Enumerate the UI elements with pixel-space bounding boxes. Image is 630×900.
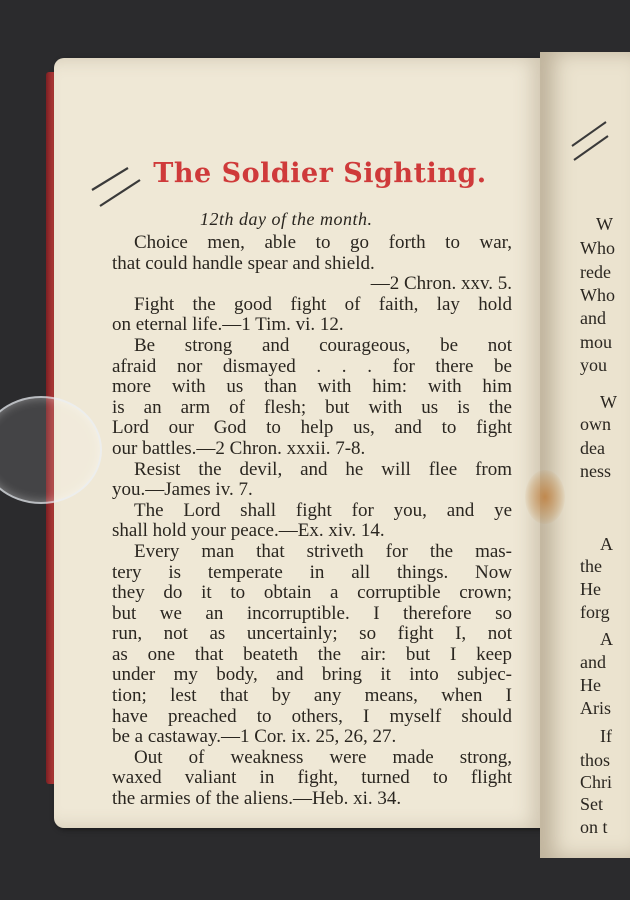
next-page-line: and [580, 308, 606, 328]
text-line: more with us than with him: with him [112, 376, 512, 398]
next-page-line: rede [580, 262, 611, 282]
text-line: The Lord shall fight for you, and ye [134, 499, 512, 521]
text-line: the armies of the aliens.—Heb. xi. 34. [112, 788, 402, 810]
next-page-line: and [580, 652, 606, 672]
text-line: but we an incorruptible. I therefore so [112, 602, 512, 624]
next-page-line: you [580, 355, 607, 375]
next-page [540, 52, 630, 858]
day-heading: 12th day of the month. [200, 209, 373, 229]
text-line: tery is temperate in all things. Now [112, 561, 512, 583]
text-line: Every man that striveth for the mas- [134, 540, 512, 562]
text-line: Out of weakness were made strong, [134, 746, 512, 768]
next-page-line: thos [580, 750, 611, 770]
text-line: be a castaway.—1 Cor. ix. 25, 26, 27. [112, 726, 397, 748]
text-line: run, not as uncertainly; so fight I, not [112, 623, 512, 645]
next-page-line: W [600, 392, 617, 412]
text-line: on eternal life.—1 Tim. vi. 12. [112, 314, 344, 336]
next-page-line: A [600, 629, 613, 649]
text-line: that could handle spear and shield. [112, 252, 375, 274]
text-line: they do it to obtain a corruptible crown; [112, 582, 512, 604]
text-line: shall hold your peace.—Ex. xiv. 14. [112, 520, 385, 542]
next-page-line: dea [580, 438, 605, 458]
text-line: tion; lest that by any means, when I [112, 685, 512, 707]
text-line: is an arm of flesh; but with us is the [112, 396, 512, 418]
text-line: Resist the devil, and he will flee from [134, 458, 512, 480]
next-page-line: ness [580, 461, 611, 481]
text-line: Choice men, able to go forth to war, [134, 232, 512, 253]
text-line: our battles.—2 Chron. xxxii. 7-8. [112, 437, 366, 459]
text-line: you.—James iv. 7. [112, 479, 253, 501]
next-page-line: mou [580, 332, 613, 352]
next-page-line: He [580, 675, 601, 695]
text-line: have preached to others, I myself should [112, 705, 512, 727]
foxing-stain [525, 470, 565, 524]
next-page-line: A [600, 534, 613, 554]
next-page-line: W [596, 214, 613, 234]
text-line: Be strong and courageous, be not [134, 334, 512, 356]
text-line: afraid nor dismayed . . . for there be [112, 355, 512, 377]
scripture-text [112, 233, 512, 810]
text-line: waxed valiant in fight, turned to flight [112, 767, 512, 789]
next-page-line: the [580, 556, 602, 576]
text-line: —2 Chron. xxv. 5. [370, 273, 512, 295]
pencil-mark-icon [568, 118, 612, 166]
page-title: The Soldier Sighting. [153, 158, 487, 189]
next-page-line: He [580, 579, 601, 599]
text-line: as one that beateth the air: but I keep [112, 643, 512, 665]
next-page-line: Aris [580, 698, 611, 718]
next-page-line: Who [580, 285, 615, 305]
text-line: Fight the good fight of faith, lay hold [134, 293, 512, 315]
text-line: under my body, and bring it into subjec- [112, 664, 512, 686]
next-page-line: on t [580, 817, 608, 837]
next-page-line: forg [580, 602, 610, 622]
next-page-line: Set [580, 794, 604, 814]
next-page-line: Who [580, 238, 615, 258]
next-page-line: If [600, 726, 612, 746]
next-page-line: Chri [580, 772, 613, 792]
text-line: Lord our God to help us, and to fight [112, 417, 512, 439]
next-page-line: own [580, 414, 611, 434]
